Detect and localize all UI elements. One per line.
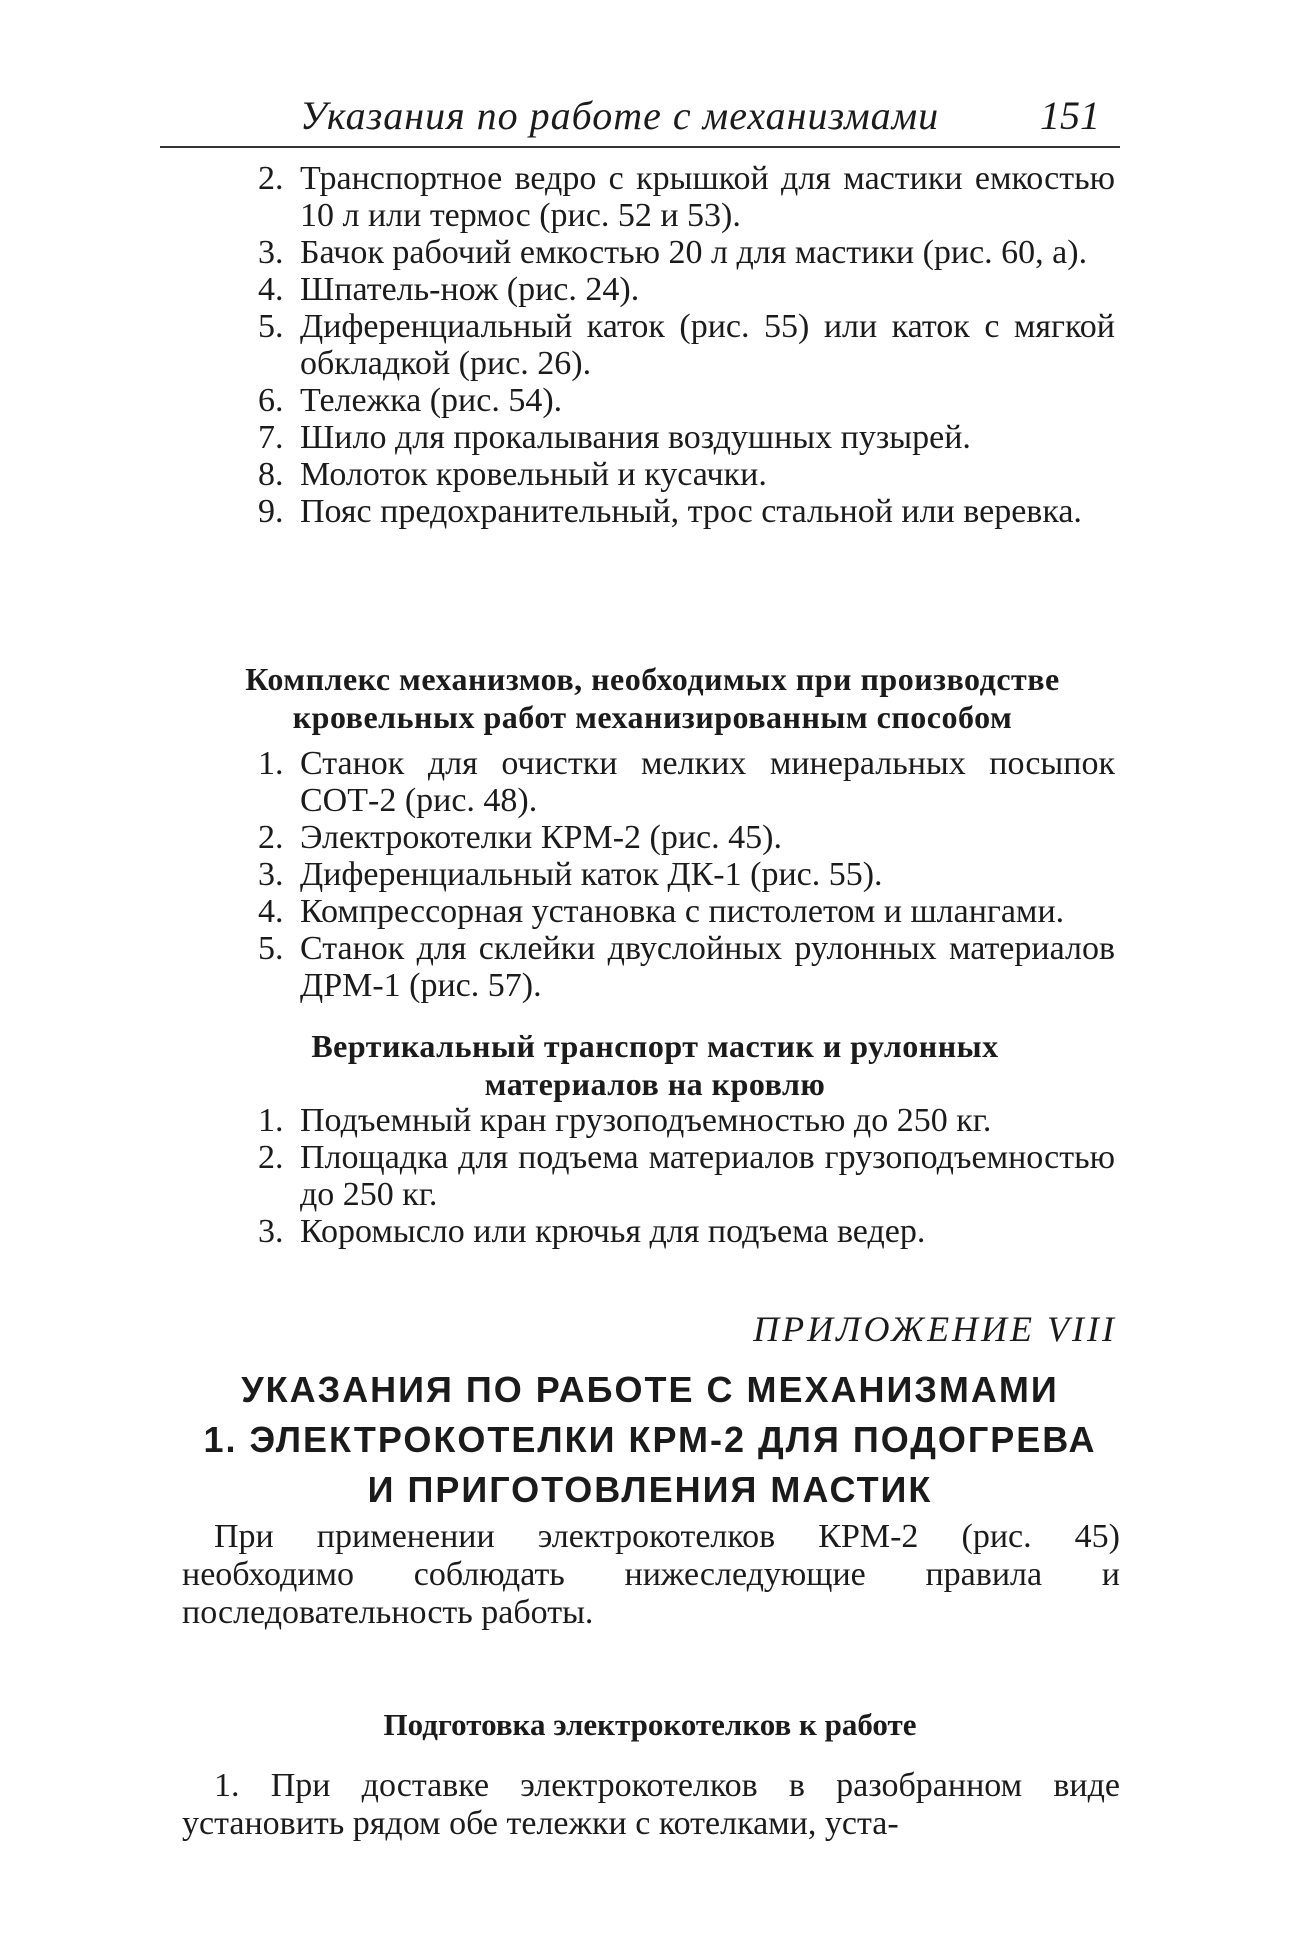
running-head [160,92,1120,142]
list-item-number: 9. [258,493,284,530]
list-item-text: Станок для склейки двуслойных рулонных материалов ДРМ-1 (рис. 57). [300,930,1115,1004]
appendix-title-line: 1. ЭЛЕКТРОКОТЕЛКИ КРМ-2 ДЛЯ ПОДОГРЕВА [203,1419,1097,1460]
list-item-number: 4. [258,271,284,308]
list-item-number: 5. [258,308,284,345]
appendix-title [180,1365,1120,1515]
mechanisms-heading: Комплекс механизмов, необходимых при производстве кровельных работ механизированным способом [245,661,1060,735]
list-item-text: Диференциальный каток ДК-1 (рис. 55). [300,856,883,893]
list-item [258,745,1115,819]
list-item-text: Молоток кровельный и кусачки. [300,456,767,493]
list-item-text: Бачок рабочий емкостью 20 л для мастики (рис. 60, а). [300,234,1088,271]
list-item-number: 7. [258,419,284,456]
list-item [258,819,1115,856]
list-item-number: 3. [258,234,284,271]
list-item [258,493,1115,530]
list-item-text: Подъемный кран грузоподъемностью до 250 кг. [300,1102,992,1139]
list-item [258,1213,1115,1250]
list-item-number: 2. [258,1139,284,1176]
list-item [258,419,1115,456]
list-item [258,930,1115,1004]
list-item-text: Тележка (рис. 54). [300,382,563,419]
transport-heading: Вертикальный транспорт мастик и рулонных материалов на кровлю [311,1028,999,1102]
appendix-title-line: И ПРИГОТОВЛЕНИЯ МАСТИК [367,1469,933,1510]
list-item-text: Станок для очистки мелких минеральных посыпок СОТ-2 (рис. 48). [300,745,1115,819]
list-item-text: Шило для прокалывания воздушных пузырей. [300,419,971,456]
list-item-number: 8. [258,456,284,493]
intro-paragraph: При применении электрокотелков КРМ-2 (рис. 45) необходимо соблюдать нижеследующие правила и последовательность работы. [182,1518,1120,1631]
list-item-number: 4. [258,893,284,930]
mechanisms-list [258,745,1115,1004]
list-item-number: 3. [258,856,284,893]
running-title: Указания по работе с механизмами [300,93,940,138]
list-item-number: 6. [258,382,284,419]
list-item-text: Транспортное ведро с крышкой для мастики емкостью 10 л или термос (рис. 52 и 53). [300,160,1115,234]
transport-list [258,1102,1115,1250]
list-item [258,856,1115,893]
list-item-text: Диференциальный каток (рис. 55) или каток с мягкой обкладкой (рис. 26). [300,308,1115,382]
list-item-text: Электрокотелки КРМ-2 (рис. 45). [300,819,782,856]
list-item [258,308,1115,382]
list-item-text: Шпатель-нож (рис. 24). [300,271,640,308]
list-item-text: Компрессорная установка с пистолетом и шлангами. [300,893,1065,930]
list-item-number: 2. [258,819,284,856]
list-item [258,456,1115,493]
list-item [258,1102,1115,1139]
list-item-number: 2. [258,160,284,197]
list-item [258,234,1115,271]
header-rule [160,146,1120,148]
list-item [258,893,1115,930]
page-number: 151 [1040,93,1100,138]
list-item-text: Коромысло или крючья для подъема ведер. [300,1213,926,1250]
list-item-text: Пояс предохранительный, трос стальной или веревка. [300,493,1082,530]
list-item [258,1139,1115,1213]
list-item [258,382,1115,419]
list-item [258,271,1115,308]
first-step-paragraph: 1. При доставке электрокотелков в разобранном виде установить рядом обе тележки с котелками, уста- [182,1767,1120,1842]
list-item-number: 3. [258,1213,284,1250]
tools-list [258,160,1115,530]
list-item-text: Площадка для подъема материалов грузоподъемностью до 250 кг. [300,1139,1115,1213]
list-item [258,160,1115,234]
preparation-subheading: Подготовка электрокотелков к работе [383,1707,917,1742]
appendix-label: ПРИЛОЖЕНИЕ VIII [753,1309,1117,1349]
list-item-number: 1. [258,1102,284,1139]
list-item-number: 5. [258,930,284,967]
appendix-title-line: УКАЗАНИЯ ПО РАБОТЕ С МЕХАНИЗМАМИ [241,1369,1059,1410]
list-item-number: 1. [258,745,284,782]
